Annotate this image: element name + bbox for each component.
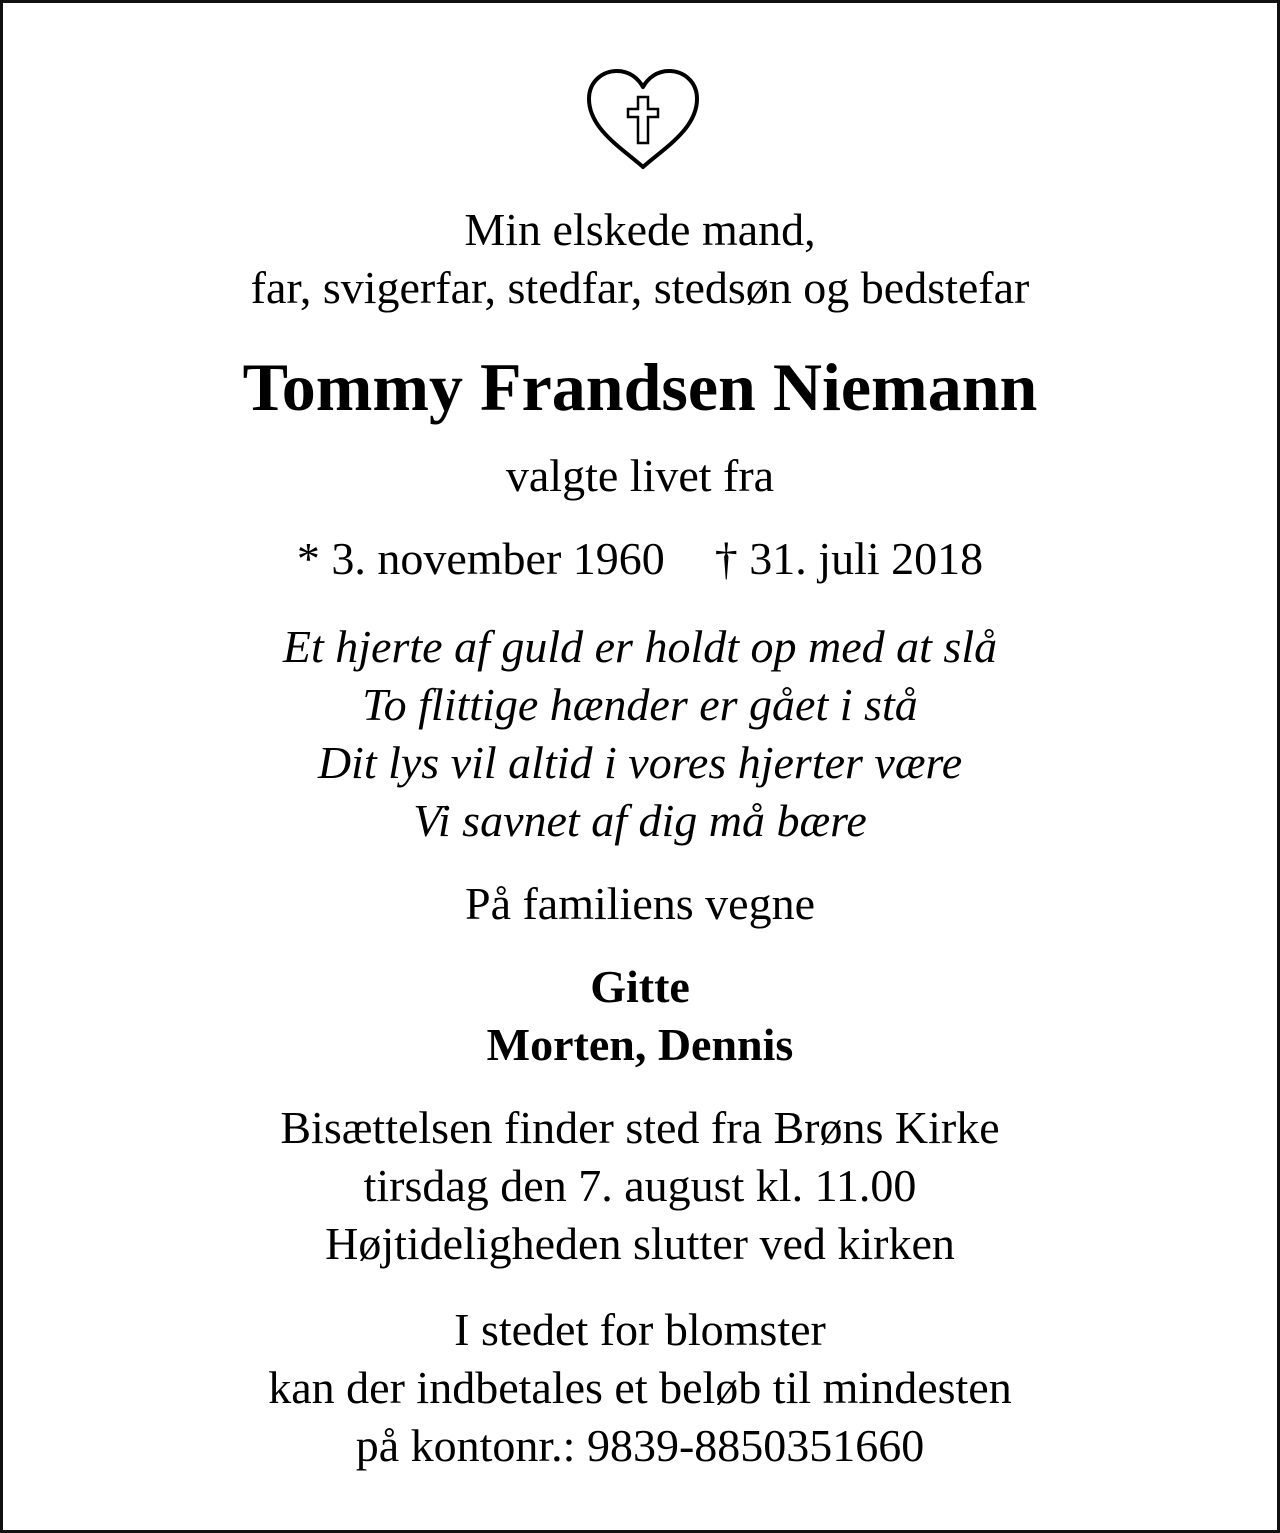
verse-line-4: Vi savnet af dig må bære <box>413 795 867 846</box>
verse-line-1: Et hjerte af guld er holdt op med at slå <box>282 621 998 672</box>
donation-line-3: på kontonr.: 9839-8850351660 <box>355 1420 925 1471</box>
donation-line-1: I stedet for blomster <box>454 1304 826 1355</box>
intro-line-1: Min elskede mand, <box>464 204 816 255</box>
verse-line-2: To flittige hænder er gået i stå <box>362 679 918 730</box>
family-line-1: Gitte <box>590 961 690 1012</box>
deceased-name: Tommy Frandsen Niemann <box>242 349 1038 425</box>
ceremony-line-1: Bisættelsen finder sted fra Brøns Kirke <box>280 1102 1000 1153</box>
heart-with-cross-icon <box>583 65 703 173</box>
intro-line-2: far, svigerfar, stedfar, stedsøn og bedstefar <box>250 262 1030 313</box>
on-behalf-text: På familiens vegne <box>464 878 815 929</box>
passed-text: valgte livet fra <box>505 450 775 501</box>
donation-line-2: kan der indbetales et beløb til mindesten <box>268 1362 1012 1413</box>
birth-date: * 3. november 1960 <box>296 533 665 584</box>
verse-line-3: Dit lys vil altid i vores hjerter være <box>317 737 963 788</box>
ceremony-line-2: tirsdag den 7. august kl. 11.00 <box>363 1160 917 1211</box>
ceremony-line-3: Højtideligheden slutter ved kirken <box>325 1218 955 1269</box>
life-dates <box>3 533 1277 584</box>
death-date: † 31. juli 2018 <box>714 533 984 584</box>
family-line-2: Morten, Dennis <box>486 1019 794 1070</box>
